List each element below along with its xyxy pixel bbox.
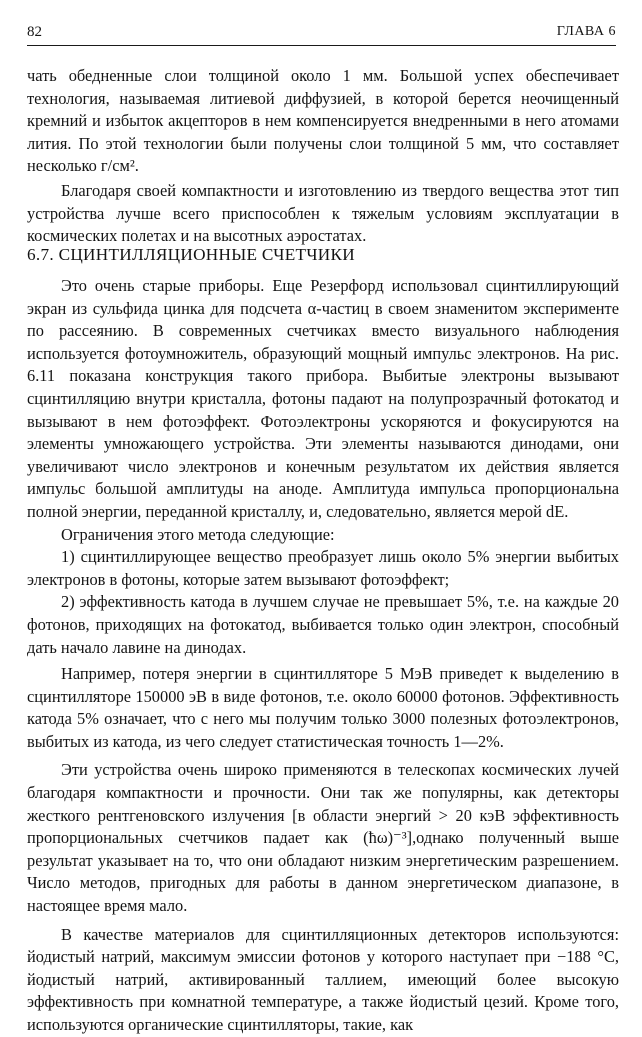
page-number: 82 bbox=[27, 23, 42, 40]
section-body bbox=[27, 275, 619, 1037]
intro-paragraph: Благодаря своей компактности и изготовлению из твердого вещества этот тип устройства лучше всего приспособлен к тяжелым условиям эксплуатации в космических полетах и на высотных аэростатах. bbox=[27, 180, 619, 246]
body-paragraph: Эти устройства очень широко применяются в телескопах космических лучей благодаря компактности и прочности. Они так же популярны, как детекторы жесткого рентгеновского излучения [в области энергий > 20 кэВ эффективность пропорциональных счетчиков падает как (ħω)⁻³],однако полученный выше результат указывает на то, что они обладают низким энергетическим разрешением. Число методов, пригодных для работы в данном энергетическом диапазоне, в настоящее время мало. bbox=[27, 760, 619, 916]
body-paragraph: Ограничения этого метода следующие: bbox=[61, 524, 335, 544]
intro-text bbox=[27, 65, 619, 248]
chapter-label: ГЛАВА 6 bbox=[556, 24, 616, 39]
body-paragraph: В качестве материалов для сцинтилляционных детекторов используются: йодистый натрий, максимум эмиссии фотонов у которого наступает при −188 °С, йодистый натрий, активированный таллием, имеющий более высокую эффективность при комнатной температуре, а также йодистый цезий. Кроме того, используются органические сцинтилляторы, такие, как bbox=[27, 924, 619, 1034]
body-paragraph: Например, потеря энергии в сцинтилляторе 5 МэВ приведет к выделению в сцинтилляторе 150000 эВ в виде фотонов, т.е. около 60000 фотонов. Эффективность катода 5% означает, что с него мы получим только 3000 полезных фотоэлектронов, выбитых из катода, из чего следует статистическая точность 1—2%. bbox=[27, 664, 619, 751]
body-paragraph: Это очень старые приборы. Еще Резерфорд использовал сцинтиллирующий экран из сульфида цинка для подсчета α-частиц в своем знаменитом эксперименте по рассеянию. В современных счетчиках вместо визуального наблюдения используется фотоумножитель, образующий мощный импульс электронов. На рис. 6.11 показана конструкция такого прибора. Выбитые электроны вызывают сцинтилляцию внутри кристалла, фотоны падают на полупрозрачный фотокатод и вызывают в нем фотоэффект. Фотоэлектроны ускоряются и фокусируются на элементы умножающего устройства. Эти элементы называются динодами, они увеличивают число электронов и конечным результатом их действия является импульс большой амплитуды на аноде. Амплитуда импульса пропорциональна полной энергии, переданной кристаллу, и, следовательно, является мерой dE. bbox=[27, 276, 619, 521]
intro-paragraph: чать обедненные слои толщиной около 1 мм. Большой успех обеспечивает технология, называемая литиевой диффузией, в которой берется неочищенный кремний и избыток акцепторов в нем компенсируется внедренными в него атомами лития. По этой технологии были получены слои толщиной 5 мм, что составляет несколько г/см². bbox=[27, 66, 619, 176]
list-item: 1) сцинтиллирующее вещество преобразует лишь около 5% энергии выбитых электронов в фотоны, которые затем вызывают фотоэффект; bbox=[27, 547, 619, 589]
section-heading: 6.7. СЦИНТИЛЛЯЦИОННЫЕ СЧЕТЧИКИ bbox=[27, 245, 355, 264]
page-header bbox=[27, 19, 616, 46]
list-item: 2) эффективность катода в лучшем случае не превышает 5%, т.е. на каждые 20 фотонов, приходящих на фотокатод, выбивается только один электрон, способный дать начало лавине на динодах. bbox=[27, 592, 619, 657]
